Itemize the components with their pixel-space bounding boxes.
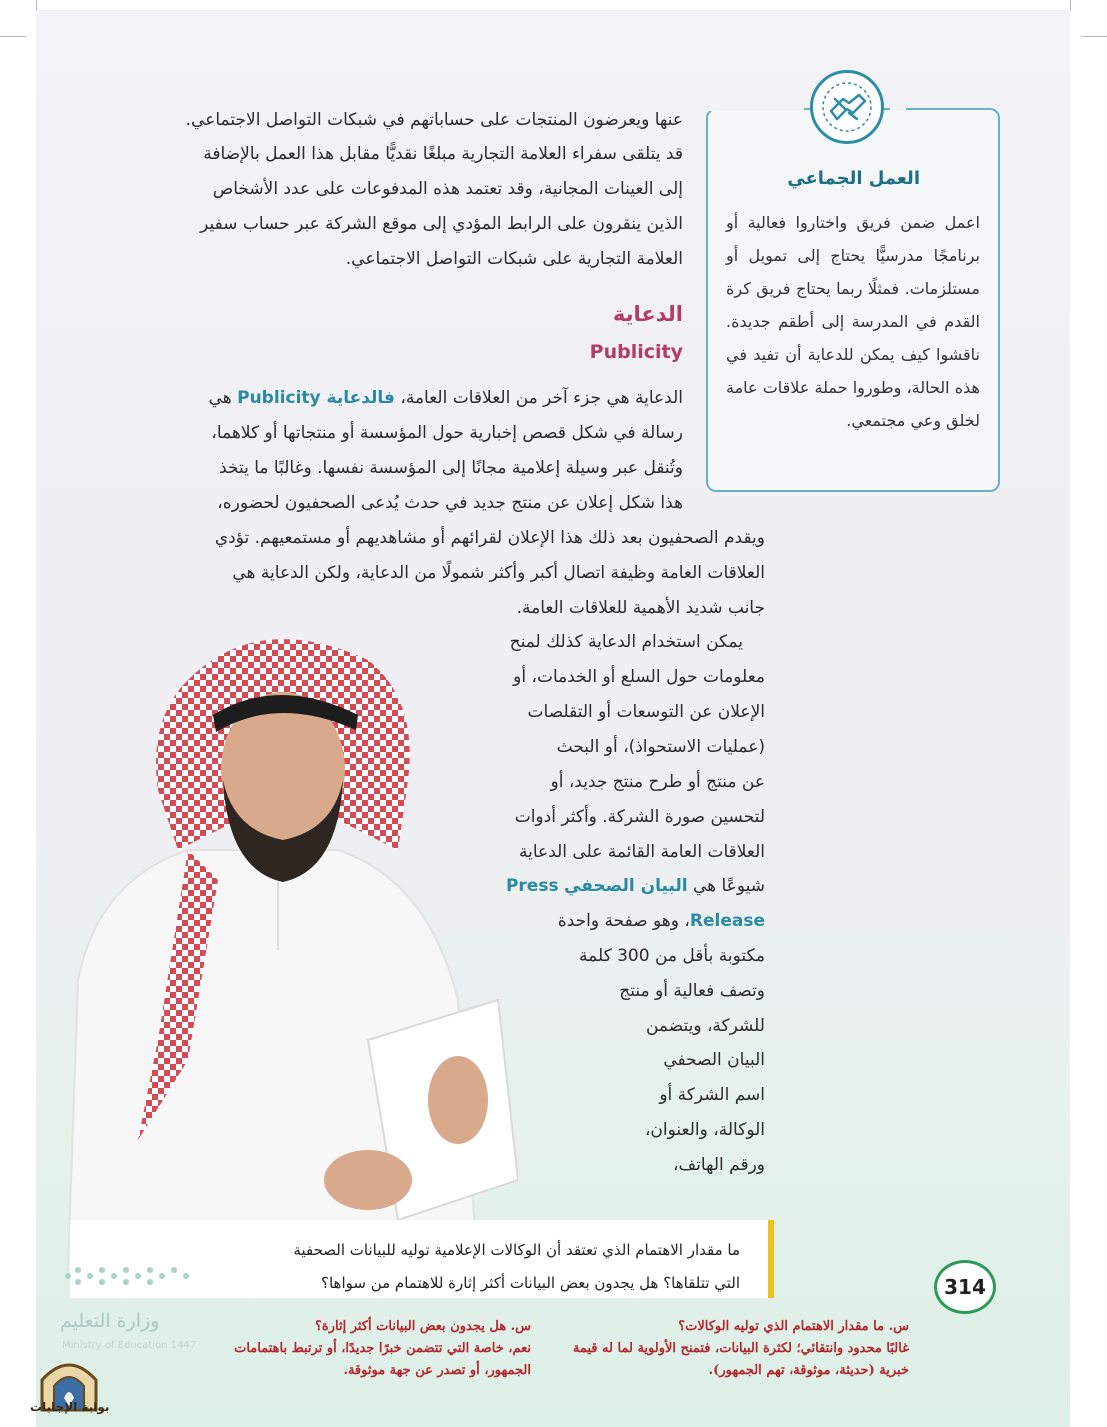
release-line: (عمليات الاستحواذ)، أو البحث	[556, 737, 765, 757]
answer-right: س. ما مقدار الاهتمام الذي توليه الوكالات؟ غالبًا محدود وانتقائي؛ لكثرة البيانات، فتمنح الأولوية لما له قيمة خبرية (حديثة، موثوقة، تهم الجمهور).	[572, 1319, 909, 1378]
answers-gate-label: بوابة الإجابات	[30, 1400, 110, 1414]
release-line: مكتوبة بأقل من 300 كلمة	[579, 946, 765, 966]
intro-line: عنها ويعرضون المنتجات على حساباتهم في شبكات التواصل الاجتماعي.	[185, 110, 683, 130]
release-line: لتحسين صورة الشركة. وأكثر أدوات	[514, 807, 765, 827]
publicity-line: هذا شكل إعلان عن منتج جديد في حدث يُدعى الصحفيون لحضوره،	[217, 493, 683, 513]
teamwork-box-title: العمل الجماعي	[787, 168, 920, 189]
release-term-line: شيوعًا هي البيان الصحفي Press	[505, 876, 765, 896]
release-term-line-2: Release، وهو صفحة واحدة	[557, 911, 765, 931]
press-release-term-en2: Release	[689, 911, 765, 931]
publicity-line: ويقدم الصحفيون بعد ذلك هذا الإعلان لقرائهم أو مشاهديهم أو مستمعيهم. تؤدي	[214, 528, 765, 548]
release-line: البيان الصحفي	[663, 1050, 765, 1070]
publicity-line: رسالة في شكل قصص إخبارية حول المؤسسة أو منتجاتها أو كلاهما،	[211, 423, 683, 443]
release-line: عن منتج أو طرح منتج جديد، أو	[550, 772, 765, 792]
intro-line: قد يتلقى سفراء العلامة التجارية مبلغًا نقديًّا مقابل هذا العمل بالإضافة	[203, 144, 683, 164]
question-text: ما مقدار الاهتمام الذي تعتقد أن الوكالات الإعلامية توليه للبيانات الصحفية التي تتلقاها؟ هل يجدون بعض البيانات أكثر إثارة للاهتمام من سواها؟	[293, 1241, 740, 1292]
ministry-name-english: Ministry of Education 1447	[62, 1340, 197, 1351]
publicity-line-1: الدعاية هي جزء آخر من العلاقات العامة، فالدعاية Publicity هي	[208, 388, 683, 408]
section-heading-english: Publicity	[589, 341, 683, 363]
publicity-line: العلاقات العامة وظيفة اتصال أكبر وأكثر شمولًا من الدعاية، ولكن الدعاية هي	[232, 563, 765, 583]
man-reading-paper-illustration	[38, 620, 518, 1270]
press-release-term-en1: Press	[505, 876, 559, 896]
release-line: معلومات حول السلع أو الخدمات، أو	[513, 667, 765, 687]
ministry-name-arabic: وزارة التعليم	[60, 1310, 160, 1332]
release-line: اسم الشركة أو	[659, 1085, 765, 1105]
answer-left: س. هل يجدون بعض البيانات أكثر إثارة؟ نعم، خاصة التي تتضمن خبرًا جديدًا، أو ترتبط باهتمامات الجمهور، أو تصدر عن جهة موثوقة.	[234, 1319, 531, 1378]
box-top-gap-right	[890, 103, 906, 111]
page-number: 314	[934, 1260, 996, 1314]
release-line: الوكالة، والعنوان،	[644, 1120, 765, 1140]
intro-line: الذين ينقرون على الرابط المؤدي إلى موقع الشركة عبر حساب سفير	[200, 214, 683, 234]
publicity-line: وتُنقل عبر وسيلة إعلامية مجانًا إلى المؤسسة نفسها. وغالبًا ما يتخذ	[219, 458, 683, 478]
teamwork-hands-icon	[810, 70, 884, 144]
release-line: ورقم الهاتف،	[673, 1155, 765, 1175]
teamwork-box-text: اعمل ضمن فريق واختاروا فعالية أو برنامجًا مدرسيًّا يحتاج إلى تمويل أو مستلزمات. فمثلًا ربما يحتاج فريق كرة القدم في المدرسة إلى أطقم جديدة. ناقشوا كيف يمكن للدعاية أن تفيد في هذه الحالة، وطوروا حملة علاقات عامة لخلق وعي مجتمعي.	[726, 213, 980, 430]
intro-line: العلامة التجارية على شبكات التواصل الاجتماعي.	[345, 249, 683, 269]
publicity-term: فالدعاية Publicity	[237, 388, 395, 408]
section-heading-arabic: الدعاية	[612, 302, 683, 326]
release-line: العلاقات العامة القائمة على الدعاية	[519, 842, 765, 862]
teamwork-box	[706, 108, 1000, 492]
press-release-term-ar: البيان الصحفي	[564, 876, 688, 896]
publicity-line: جانب شديد الأهمية للعلاقات العامة.	[516, 598, 765, 618]
intro-line: إلى العينات المجانية، وقد تعتمد هذه المدفوعات على عدد الأشخاص	[212, 179, 683, 199]
ministry-logo-dots	[62, 1256, 202, 1296]
release-line: الإعلان عن التوسعات أو التقلصات	[527, 702, 765, 722]
box-top-gap-left	[708, 103, 804, 111]
release-line: للشركة، ويتضمن	[645, 1016, 765, 1036]
release-line: يمكن استخدام الدعاية كذلك لمنح	[509, 632, 743, 652]
release-line: وتصف فعالية أو منتج	[619, 981, 765, 1001]
